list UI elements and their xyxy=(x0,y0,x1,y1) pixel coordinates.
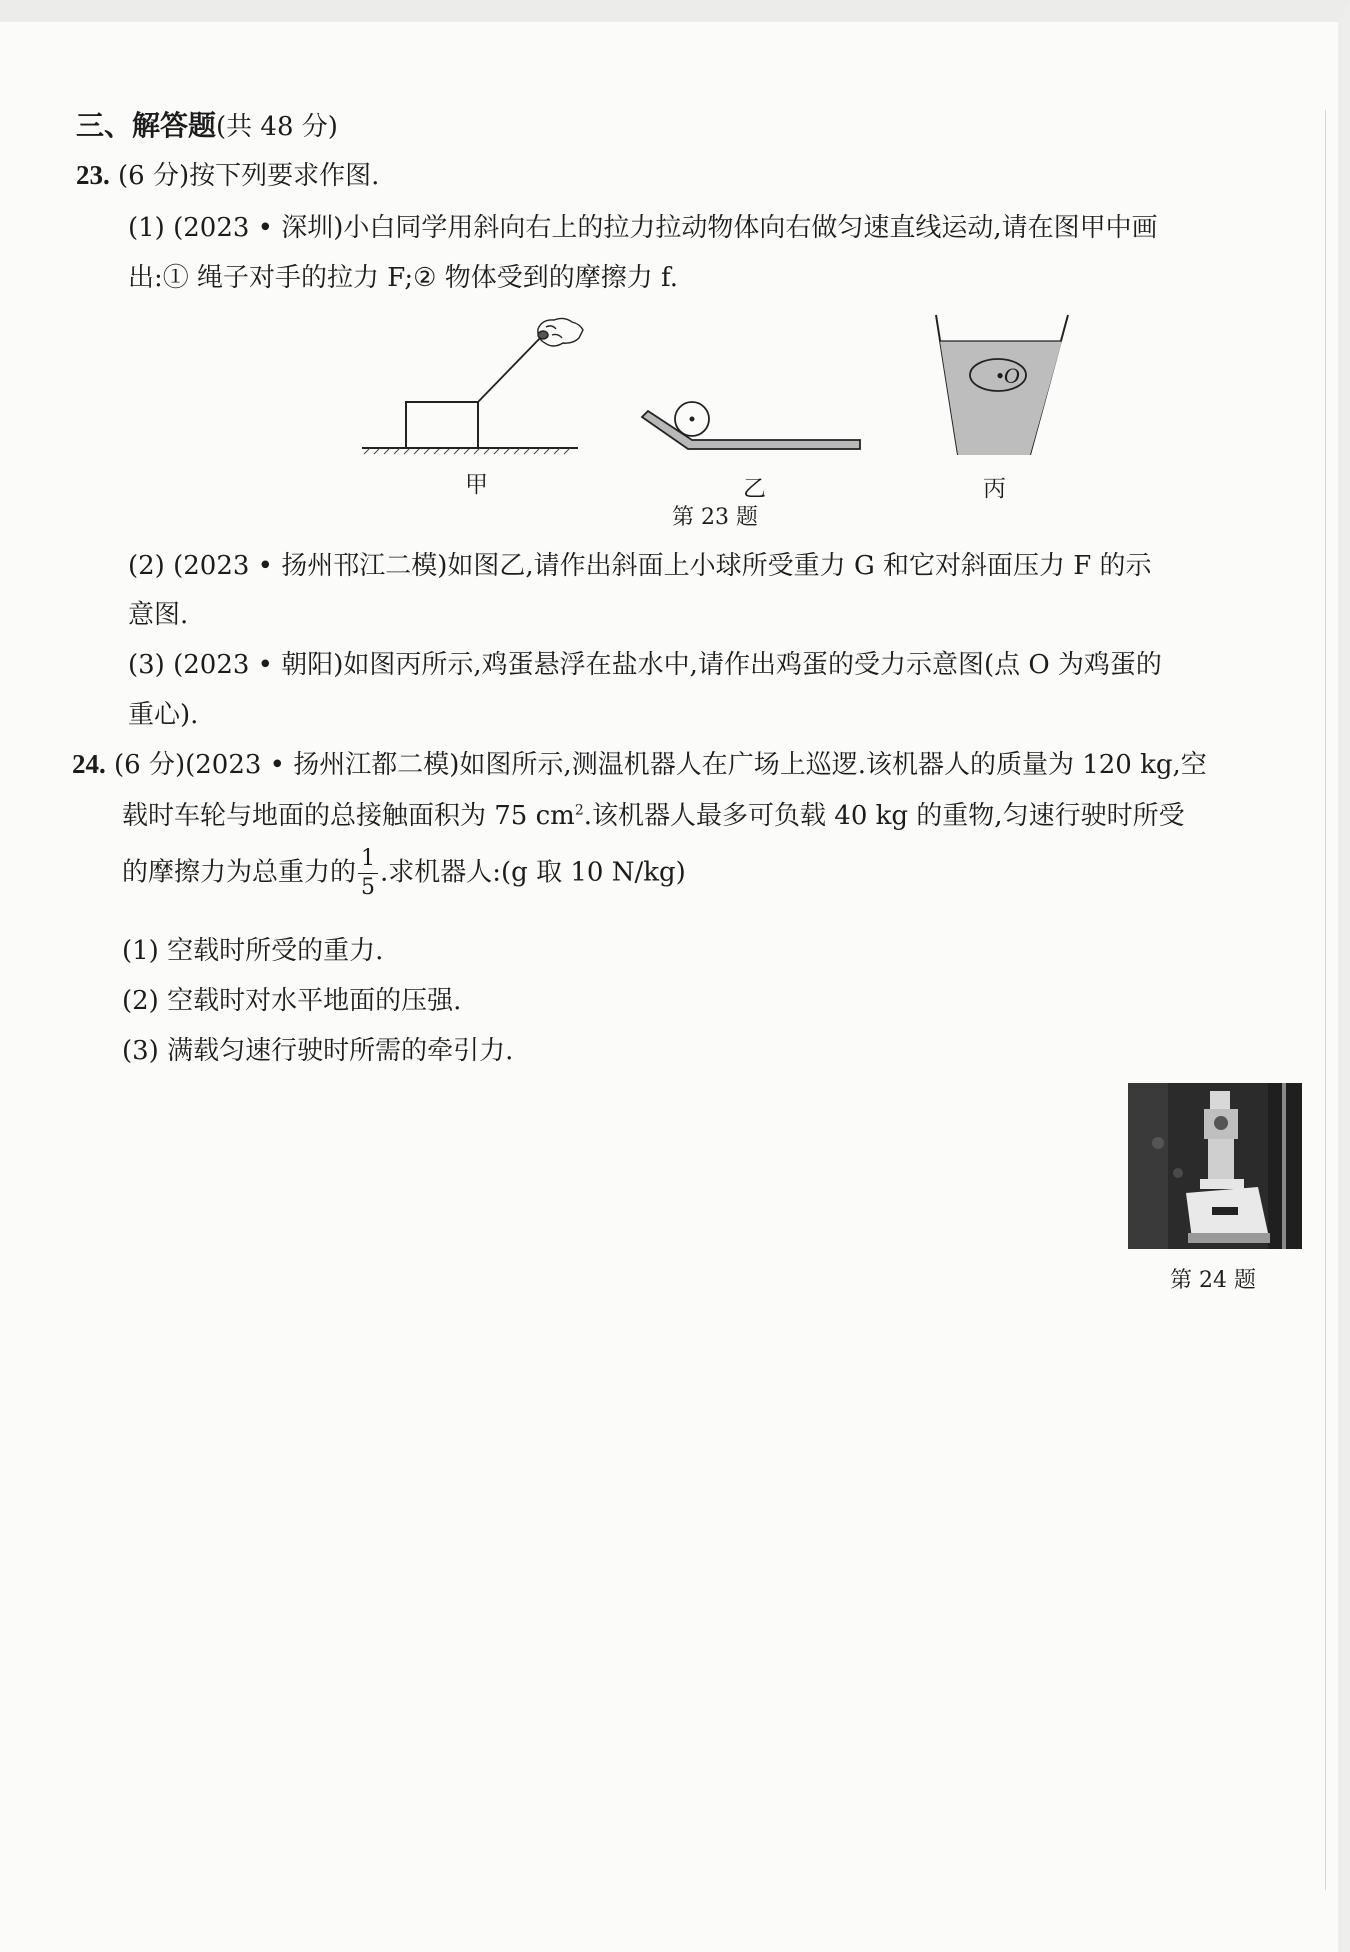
block xyxy=(406,402,478,448)
figure-jia xyxy=(362,318,583,454)
fraction-numerator: 1 xyxy=(358,848,378,874)
rope xyxy=(478,335,543,402)
q23-figures xyxy=(350,305,1090,455)
section-title: 三、解答题 xyxy=(76,109,217,142)
q24-text-line1: (6 分)(2023 • 扬州江都二模)如图所示,测温机器人在广场上巡逻.该机器人的质量为 120 kg,空 xyxy=(114,750,1207,780)
q24-sub3: (3) 满载匀速行驶时所需的牵引力. xyxy=(122,1036,514,1066)
q24-text-line3b: .求机器人:(g 取 10 N/kg) xyxy=(380,857,686,888)
q24-line3 xyxy=(122,848,686,899)
q23-figure-caption: 第 23 题 xyxy=(672,505,758,530)
robot-photo xyxy=(1128,1083,1302,1249)
q23-part1-line1: (1) (2023 • 深圳)小白同学用斜向右上的拉力拉动物体向右做匀速直线运动,请在图甲中画 xyxy=(128,213,1158,243)
unit-exponent: 2 xyxy=(574,802,584,819)
q23-header-line xyxy=(76,155,379,192)
q23-part3-line2: 重心). xyxy=(128,700,199,730)
page-margin-line xyxy=(1325,110,1326,1890)
q24-text-line2b: .该机器人最多可负载 40 kg 的重物,匀速行驶时所受 xyxy=(583,801,1185,831)
q24-sub2: (2) 空载时对水平地面的压强. xyxy=(122,986,462,1016)
section-points: (共 48 分) xyxy=(216,112,338,142)
section-heading xyxy=(76,104,338,144)
fraction-denominator: 5 xyxy=(361,875,376,900)
ball-center-dot xyxy=(690,417,695,422)
q24-text-line3a: 的摩擦力为总重力的 xyxy=(122,857,357,888)
q24-figure-caption: 第 24 题 xyxy=(1170,1268,1256,1293)
fraction-one-fifth xyxy=(358,848,378,899)
hand-icon xyxy=(538,318,583,346)
q23-header: (6 分)按下列要求作图. xyxy=(118,161,380,191)
fig-label-bing: 丙 xyxy=(983,476,1006,502)
q23-part2-line1: (2) (2023 • 扬州邗江二模)如图乙,请作出斜面上小球所受重力 G 和它对斜面压力 F 的示 xyxy=(128,551,1152,581)
q24-line1 xyxy=(72,744,1207,781)
q23-part3-line1: (3) (2023 • 朝阳)如图丙所示,鸡蛋悬浮在盐水中,请作出鸡蛋的受力示意图(点 O 为鸡蛋的 xyxy=(128,650,1162,680)
q24-line2 xyxy=(122,795,1185,832)
figure-bing xyxy=(936,315,1068,455)
robot-image xyxy=(1128,1083,1302,1249)
q24-text-line2a: 载时车轮与地面的总接触面积为 75 cm xyxy=(122,801,575,831)
fig-label-jia: 甲 xyxy=(465,472,488,498)
egg-center-label: •O xyxy=(996,363,1020,388)
fig-label-yi: 乙 xyxy=(743,476,766,502)
figure-yi xyxy=(642,402,860,449)
q23-part1-line2: 出:① 绳子对手的拉力 F;② 物体受到的摩擦力 f. xyxy=(128,263,678,293)
q23-number: 23. xyxy=(76,160,110,190)
q24-number: 24. xyxy=(72,749,106,779)
q24-sub1: (1) 空载时所受的重力. xyxy=(122,936,384,966)
salt-water xyxy=(940,341,1062,455)
q23-part2-line2: 意图. xyxy=(128,600,189,630)
